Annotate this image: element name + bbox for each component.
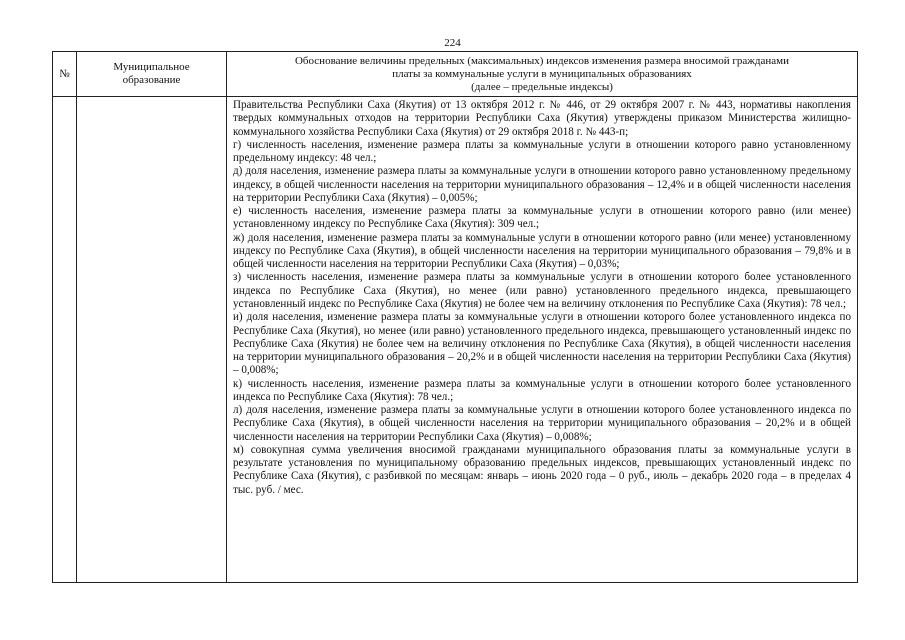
paragraph-e: е) численность населения, изменение размера платы за коммунальные услуги в отношении которого равно (или менее) установленному индексу по Республике Саха (Якутия): 309 чел.; <box>233 205 851 231</box>
paragraph-k: к) численность населения, изменение размера платы за коммунальные услуги в отношении которого более установленного индекса по Республике Саха (Якутия): 78 чел.; <box>233 377 851 403</box>
header-justification-line-3: (далее – предельные индексы) <box>471 81 613 93</box>
header-justification-line-1: Обоснование величины предельных (максимальных) индексов изменения размера вносимой гражданами <box>294 55 789 67</box>
page-number: 224 <box>444 37 461 49</box>
table-header-row <box>53 52 858 97</box>
header-municipality-line-1: Муниципальное <box>113 61 190 73</box>
paragraph-l: л) доля населения, изменение размера платы за коммунальные услуги в отношении которого более установленного индекса по Республике Саха (Якутия), в общей численности населения на территории муниципального образования – 20,2% и в общей численности населения на территории Республики Саха (Якутия) – 0,008%; <box>233 404 851 443</box>
header-number: № <box>53 52 77 97</box>
row-number-cell <box>53 97 77 583</box>
table-row <box>53 97 858 583</box>
header-justification <box>227 52 858 97</box>
paragraph-m: м) совокупная сумма увеличения вносимой гражданами муниципального образования платы за коммунальные услуги в результате установления по муниципальному образованию предельных индексов, превышающих установленный индекс по Республике Саха (Якутия), с разбивкой по месяцам: январь – июнь 2020 года – 0 руб., июль – декабрь 2020 года – в пределах 4 тыс. руб. / мес. <box>233 443 851 496</box>
paragraph-i: и) доля населения, изменение размера платы за коммунальные услуги в отношении которого более установленного индекса по Республике Саха (Якутия), но менее (или равно) установленного предельного индекса, превышающего установленный индекс по Республике Саха (Якутия) не более чем на величину отклонения по Республике Саха (Якутия), в общей численности населения на территории муниципального образования – 20,2% и в общей численности населения на территории Республики Саха (Якутия) – 0,008%; <box>233 311 851 377</box>
paragraph-g: г) численность населения, изменение размера платы за коммунальные услуги в отношении которого равно установленному предельному индексу: 48 чел.; <box>233 138 851 165</box>
paragraph-d: д) доля населения, изменение размера платы за коммунальные услуги в отношении которого равно установленному предельному индексу, в общей численности населения на территории муниципального образования – 12,4% и в общей численности населения на территории Республики Саха (Якутия) – 0,005%; <box>233 165 851 204</box>
header-municipality-line-2: образование <box>122 74 181 86</box>
paragraph-z: з) численность населения, изменение размера платы за коммунальные услуги в отношении которого более установленного индекса по Республике Саха (Якутия), но менее (или равно) установленного предельного индекса, превышающего установленный индекс по Республике Саха (Якутия) не более чем на величину отклонения по Республике Саха (Якутия): 78 чел.; <box>233 271 851 310</box>
justification-table <box>52 51 858 583</box>
row-municipality-cell <box>77 97 227 583</box>
paragraph-intro: Правительства Республики Саха (Якутия) от 13 октября 2012 г. № 446, от 29 октября 2007 г. № 443, нормативы накопления твердых коммунальных отходов на территории Республики Саха (Якутия) утверждены приказом Министерства жилищно-коммунального хозяйства Республики Саха (Якутия) от 29 октября 2018 г. № 443-п; <box>233 99 851 138</box>
paragraph-zh: ж) доля населения, изменение размера платы за коммунальные услуги в отношении которого равно (или менее) установленному индексу по Республике Саха (Якутия), в общей численности населения на территории муниципального образования – 79,8% и в общей численности населения на территории Республики Саха (Якутия) – 0,03%; <box>233 231 851 271</box>
header-justification-line-2: платы за коммунальные услуги в муниципальных образованиях <box>392 68 692 80</box>
header-municipality <box>77 52 227 97</box>
row-justification-cell <box>227 97 858 583</box>
